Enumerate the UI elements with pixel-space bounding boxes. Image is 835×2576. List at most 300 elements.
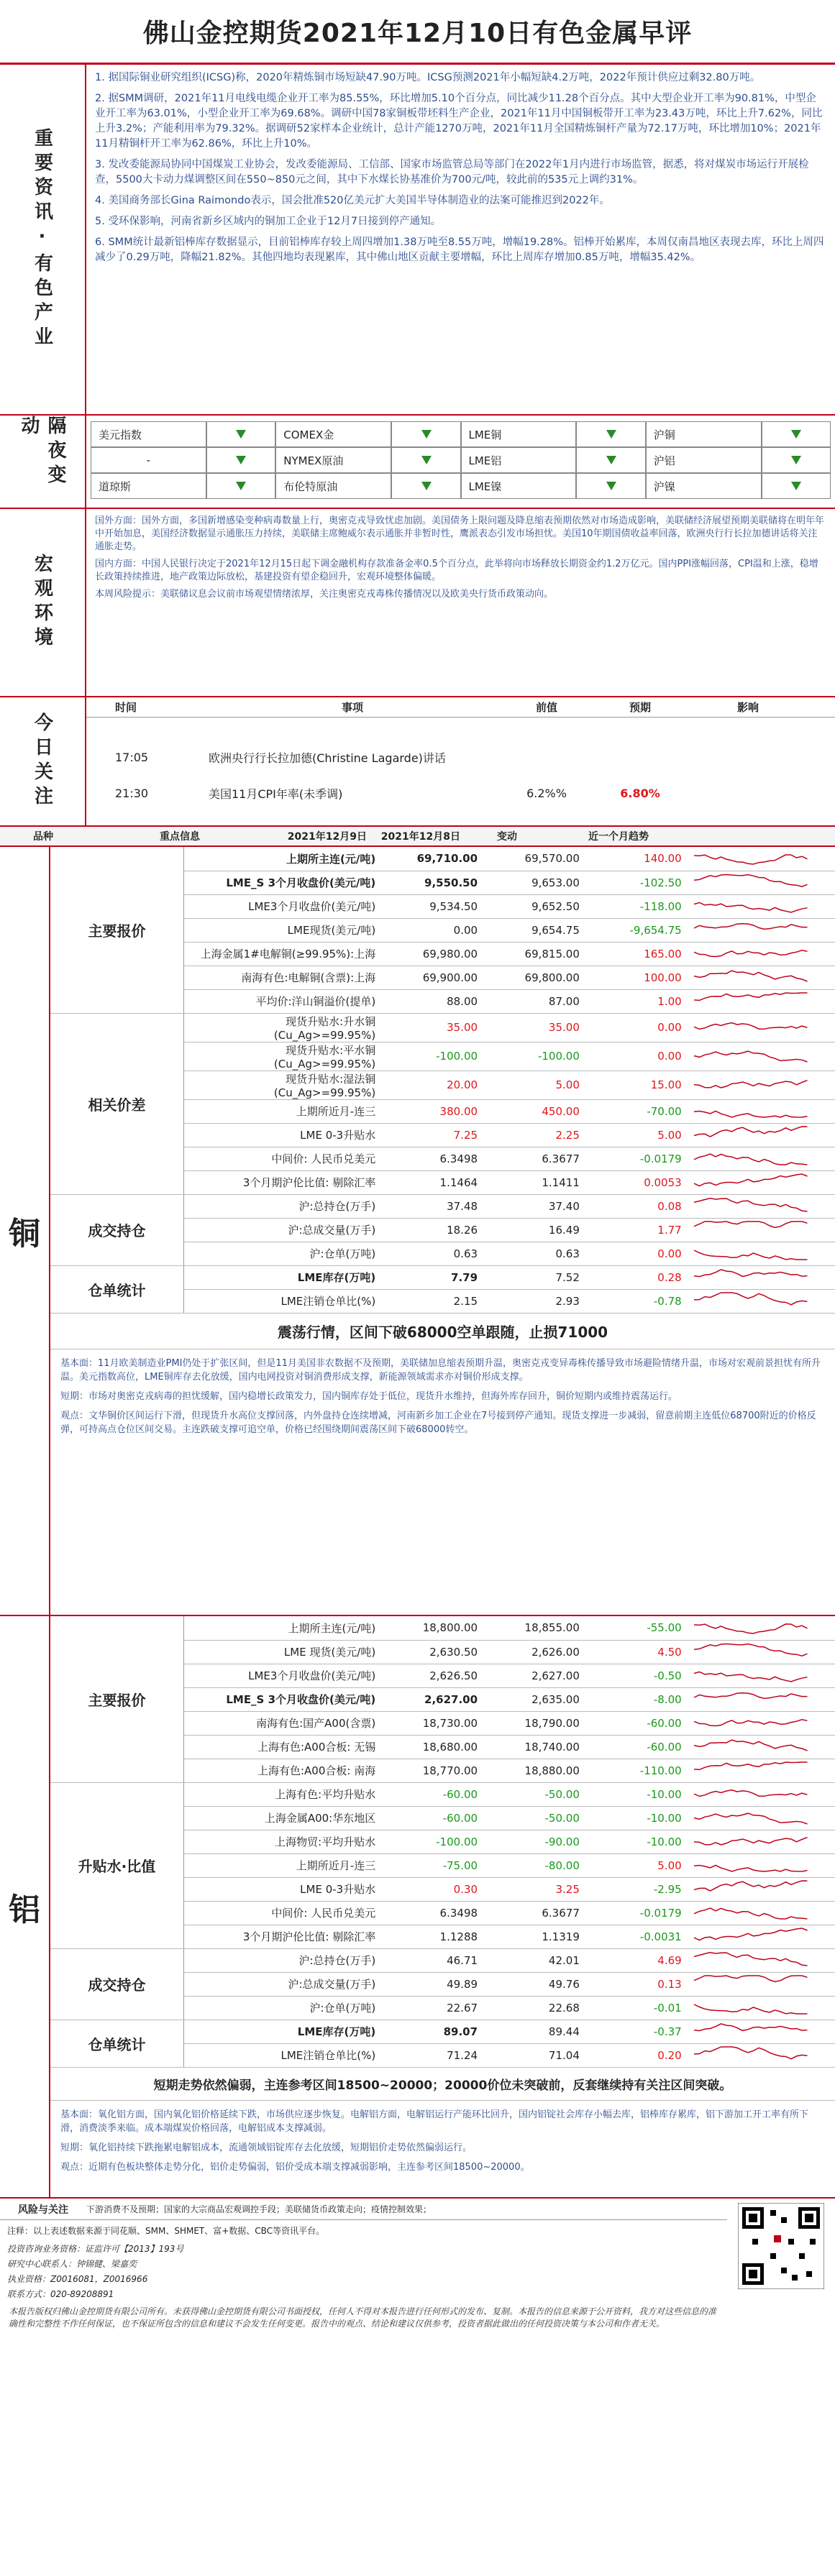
sparkline-chart	[690, 1045, 813, 1064]
value-change: -0.0179	[584, 1901, 686, 1925]
news-item: 1. 据国际铜业研究组织(ICSG)称，2020年精炼铜市场短缺47.90万吨。ICSG预测2021年小幅短缺4.2万吨，2022年预计供应过剩32.80万吨。	[95, 72, 761, 83]
overnight-name: LME铝	[461, 447, 577, 473]
row-name: 上期所主连(元/吨)	[183, 847, 380, 871]
value-previous: 37.40	[482, 1194, 584, 1218]
value-change: -0.01	[584, 1996, 686, 2020]
trend-sparkline	[686, 1759, 835, 1782]
value-change: -10.00	[584, 1806, 686, 1830]
macro-paragraph: 国外方面：国外方面，多国新增感染变种病毒数量上行，奥密克戎导致忧虑加剧。美国债务上限问题及降息缩表预期依然对市场造成影响，美联储经济展望预期美联储将在明年年中开始加息，美国经济数据显示通胀压力持续，美联储主席鲍威尔表示通胀并非暂时性，鹰派表态引发市场担忧。美国10年期国债收益率回落，欧洲央行行长拉加德讲话将关注通胀走势。	[95, 515, 825, 552]
overnight-change	[391, 421, 460, 447]
sparkline-chart	[690, 1243, 813, 1262]
value-current: 2,630.50	[380, 1640, 482, 1664]
value-previous: 6.3677	[482, 1901, 584, 1925]
value-change: -70.00	[584, 1099, 686, 1123]
events-header: 前值	[535, 701, 557, 714]
events-header: 影响	[736, 701, 759, 714]
sparkline-chart	[690, 1101, 813, 1119]
value-change: -0.0031	[584, 1925, 686, 1948]
table-header: 品种	[33, 831, 53, 843]
overnight-name: 道琼斯	[91, 473, 206, 499]
cert: 执业资格：Z0016081，Z0016966	[7, 2274, 148, 2284]
trend-sparkline	[686, 1901, 835, 1925]
sparkline-chart	[690, 896, 813, 915]
overnight-change	[576, 421, 645, 447]
down-triangle-icon	[236, 456, 246, 464]
trend-sparkline	[686, 871, 835, 894]
group-label: 升贴水·比值	[50, 1782, 183, 1948]
row-name: 南海有色:电解铜(含票):上海	[183, 966, 380, 989]
news-content	[86, 65, 835, 414]
value-previous: 69,815.00	[482, 942, 584, 966]
news-item: 2. 据SMM调研，2021年11月电线电缆企业开工率为85.55%，环比增加5.10个百分点，同比减少11.28个百分点。其中大型企业开工率为90.81%，中型企业开工率为63.01%，小型企业开工率为69.68%。调研中国78家铜板带坯料生产企业，2021年11月中国铜板带开工率为23.43万吨，环比上升7.62%，同比上升3.2%；产能利用率为79.32%。据调研52家样本企业统计，总计产能1270万吨，2021年11月全国精炼铜杆产量为72.17万吨，环比增加10%；2021年11月精铜杆开工率为62.86%，环比上升10%。	[95, 93, 823, 150]
row-name: 上期所主连(元/吨)	[183, 1616, 380, 1640]
news-section	[0, 65, 835, 416]
trend-sparkline	[686, 1042, 835, 1071]
value-current: 89.07	[380, 2020, 482, 2043]
value-current: 46.71	[380, 1948, 482, 1972]
trend-sparkline	[686, 894, 835, 918]
value-previous: 5.00	[482, 1071, 584, 1099]
events-header-row	[86, 697, 835, 718]
value-current: -60.00	[380, 1806, 482, 1830]
sparkline-chart	[690, 1291, 813, 1309]
value-change: 0.08	[584, 1194, 686, 1218]
row-name: 3个月期沪伦比值: 剔除汇率	[183, 1925, 380, 1948]
value-previous: -90.00	[482, 1830, 584, 1853]
copper-conclusion: 震荡行情，区间下破68000空单跟随，止损71000	[277, 1323, 608, 1341]
value-current: 0.30	[380, 1877, 482, 1901]
sparkline-chart	[690, 1713, 813, 1731]
trend-sparkline	[686, 2020, 835, 2043]
news-item: 6. SMM统计最新铝棒库存数据显示，目前铝棒库存较上周四增加1.38万吨至8.55万吨，增幅19.28%。铝棒开始累库，本周仅南昌地区表现去库，环比上周四减少了0.29万吨，降幅21.82%。其他四地均表现累库，其中佛山地区贡献主要增幅，环比上周库存增加0.85万吨，增幅35.42%。	[95, 237, 824, 263]
down-triangle-icon	[606, 456, 616, 464]
value-change: 5.00	[584, 1853, 686, 1877]
value-change: 0.00	[584, 1042, 686, 1071]
value-change: 0.00	[584, 1242, 686, 1265]
down-triangle-icon	[606, 482, 616, 490]
value-current: 0.63	[380, 1242, 482, 1265]
value-change: 4.69	[584, 1948, 686, 1972]
overnight-name: LME铜	[461, 421, 577, 447]
value-previous: 6.3677	[482, 1147, 584, 1170]
trend-sparkline	[686, 1782, 835, 1806]
sparkline-chart	[690, 943, 813, 962]
table-row	[50, 1265, 835, 1289]
group-label: 仓单统计	[50, 1265, 183, 1313]
table-header: 2021年12月9日	[287, 831, 367, 843]
sparkline-chart	[690, 1172, 813, 1191]
value-change: 0.00	[584, 1013, 686, 1042]
value-previous: 7.52	[482, 1265, 584, 1289]
sparkline-chart	[690, 872, 813, 891]
macro-content	[86, 509, 835, 696]
sparkline-chart	[690, 2045, 813, 2063]
value-previous: -80.00	[482, 1853, 584, 1877]
value-previous: 42.01	[482, 1948, 584, 1972]
value-current: 88.00	[380, 989, 482, 1013]
row-name: LME 0-3升贴水	[183, 1123, 380, 1147]
value-current: 1.1464	[380, 1170, 482, 1194]
value-previous: 18,740.00	[482, 1735, 584, 1759]
value-previous: 9,653.00	[482, 871, 584, 894]
trend-sparkline	[686, 942, 835, 966]
row-name: LME3个月收盘价(美元/吨)	[183, 894, 380, 918]
trend-sparkline	[686, 847, 835, 871]
sparkline-chart	[690, 1017, 813, 1035]
aluminum-label: 铝	[9, 1892, 40, 1928]
value-current: 37.48	[380, 1194, 482, 1218]
row-name: 沪:总成交量(万手)	[183, 1218, 380, 1242]
value-current: 7.25	[380, 1123, 482, 1147]
sparkline-chart	[690, 1902, 813, 1921]
license: 投资咨询业务资格：证监许可【2013】193号	[7, 2244, 184, 2254]
overnight-name: NYMEX原油	[275, 447, 391, 473]
trend-sparkline	[686, 1664, 835, 1687]
value-change: -0.50	[584, 1664, 686, 1687]
macro-paragraph: 本周风险提示：美联储议息会议前市场观望情绪浓厚，关注奥密克戎毒株传播情况以及欧美央行货币政策动向。	[95, 589, 554, 600]
trend-sparkline	[686, 1853, 835, 1877]
row-name: 沪:总持仓(万手)	[183, 1948, 380, 1972]
row-name: 沪:总成交量(万手)	[183, 1972, 380, 1996]
aluminum-analysis	[50, 2100, 835, 2187]
down-triangle-icon	[421, 482, 432, 490]
row-name: 现货升贴水:平水铜(Cu_Ag>=99.95%)	[183, 1042, 380, 1071]
aluminum-analysis-para: 短期：氧化铝持续下跌拖累电解铝成本，流通领域铝锭库存去化放缓，短期铝价走势依然偏弱运行。	[60, 2142, 473, 2153]
aluminum-analysis-para: 基本面：氧化铝方面，国内氧化铝价格延续下跌，市场供应逐步恢复。电解铝方面，电解铝运行产能环比回升，国内铝锭社会库存小幅去库，铝棒库存累库，铝下游加工开工率有所下滑，消费淡季来临。成本端煤炭价格回落，电解铝成本支撑减弱。	[60, 2109, 809, 2134]
sparkline-chart	[690, 1219, 813, 1238]
phone: 联系方式：020-89208891	[7, 2289, 114, 2299]
value-previous: -100.00	[482, 1042, 584, 1071]
group-label: 主要报价	[50, 847, 183, 1013]
value-previous: 35.00	[482, 1013, 584, 1042]
table-row	[50, 1948, 835, 1972]
trend-sparkline	[686, 1123, 835, 1147]
event-prev: 6.2%%	[526, 786, 567, 800]
sparkline-chart	[690, 1148, 813, 1167]
overnight-name: 沪铝	[646, 447, 762, 473]
qr-code-icon	[738, 2203, 824, 2289]
value-change: -0.0179	[584, 1147, 686, 1170]
sparkline-chart	[690, 1950, 813, 1968]
value-change: 165.00	[584, 942, 686, 966]
event-item: 美国11月CPI年率(未季调)	[209, 787, 343, 801]
aluminum-conclusion: 短期走势依然偏弱，主连参考区间18500~20000；20000价位未突破前，反套继续持有关注区间突破。	[153, 2078, 732, 2093]
row-name: LME3个月收盘价(美元/吨)	[183, 1664, 380, 1687]
event-time: 17:05	[115, 750, 149, 764]
value-change: 0.0053	[584, 1170, 686, 1194]
value-change: -2.95	[584, 1877, 686, 1901]
report-title: 佛山金控期货2021年12月10日有色金属早评	[0, 0, 835, 65]
value-previous: 2,627.00	[482, 1664, 584, 1687]
macro-section	[0, 509, 835, 697]
event-row	[86, 775, 835, 811]
value-change: 1.00	[584, 989, 686, 1013]
value-previous: -50.00	[482, 1782, 584, 1806]
value-previous: 69,570.00	[482, 847, 584, 871]
value-current: 18,730.00	[380, 1711, 482, 1735]
value-previous: 18,790.00	[482, 1711, 584, 1735]
value-change: 0.28	[584, 1265, 686, 1289]
row-name: 平均价:洋山铜溢价(提单)	[183, 989, 380, 1013]
sparkline-chart	[690, 1736, 813, 1755]
aluminum-section	[0, 1616, 835, 2199]
sparkline-chart	[690, 1196, 813, 1214]
value-change: -8.00	[584, 1687, 686, 1711]
value-current: 49.89	[380, 1972, 482, 1996]
overnight-name: COMEX金	[275, 421, 391, 447]
copper-analysis-para: 观点：文华铜价区间运行下滑，但现货升水高位支撑回落，内外盘持仓连续增减，河南新乡加工企业在7号接到停产通知。现货支撑进一步减弱，留意前期主连低位68700附近的价格反弹，可持高点仓位区间交易。主连跌破支撑可追空单，价格已经围绕期间震荡区间下破68000转空。	[60, 1410, 816, 1435]
event-row	[86, 739, 835, 775]
overnight-change	[762, 447, 831, 473]
value-current: 20.00	[380, 1071, 482, 1099]
value-change: -10.00	[584, 1782, 686, 1806]
value-change: -102.50	[584, 871, 686, 894]
row-name: 上期所近月-连三	[183, 1099, 380, 1123]
overnight-sidebar	[0, 416, 86, 508]
row-name: 上海金属A00:华东地区	[183, 1806, 380, 1830]
table-header: 2021年12月8日	[380, 831, 460, 843]
sparkline-chart	[690, 1124, 813, 1143]
group-label: 仓单统计	[50, 2020, 183, 2067]
value-previous: 22.68	[482, 1996, 584, 2020]
trend-sparkline	[686, 1687, 835, 1711]
overnight-change	[391, 447, 460, 473]
trend-sparkline	[686, 966, 835, 989]
trend-sparkline	[686, 1996, 835, 2020]
news-sidebar	[0, 65, 86, 414]
news-item: 3. 发改委能源局协同中国煤炭工业协会，发改委能源局、工信部、国家市场监管总局等部门在2022年1月内进行市场监管，据悉，将对煤炭市场运行开展检查，5500大卡动力煤调整区间在550~850元之间，其中下水煤长协基准价为700元/吨，较此前的535元上调约31%。	[95, 159, 809, 185]
news-label: 重要资讯·有色产业	[31, 128, 53, 351]
table-row	[50, 1782, 835, 1806]
value-change: -9,654.75	[584, 918, 686, 942]
trend-sparkline	[686, 1925, 835, 1948]
value-previous: 18,880.00	[482, 1759, 584, 1782]
group-label: 成交持仓	[50, 1948, 183, 2020]
overnight-name: 美元指数	[91, 421, 206, 447]
down-triangle-icon	[791, 482, 801, 490]
overnight-change	[391, 473, 460, 499]
value-current: 18.26	[380, 1218, 482, 1242]
trend-sparkline	[686, 1711, 835, 1735]
sparkline-chart	[690, 1689, 813, 1708]
value-current: 2.15	[380, 1289, 482, 1313]
event-time: 21:30	[115, 786, 149, 800]
sparkline-chart	[690, 967, 813, 986]
table-row	[50, 847, 835, 871]
overnight-label: 隔夜变动	[18, 416, 66, 489]
value-previous: 87.00	[482, 989, 584, 1013]
row-name: LME注销仓单比(%)	[183, 1289, 380, 1313]
value-previous: 49.76	[482, 1972, 584, 1996]
value-current: -100.00	[380, 1830, 482, 1853]
copper-sidebar	[0, 847, 50, 1615]
value-current: 2,626.50	[380, 1664, 482, 1687]
value-change: -0.78	[584, 1289, 686, 1313]
value-change: -60.00	[584, 1711, 686, 1735]
trend-sparkline	[686, 1013, 835, 1042]
table-row	[50, 1194, 835, 1218]
row-name: 沪:总持仓(万手)	[183, 1194, 380, 1218]
overnight-change	[576, 447, 645, 473]
value-current: 0.00	[380, 918, 482, 942]
news-item: 4. 美国商务部长Gina Raimondo表示，国会批准520亿美元扩大美国半导体制造业的法案可能推迟到2022年。	[95, 195, 610, 206]
value-change: -118.00	[584, 894, 686, 918]
value-current: 18,770.00	[380, 1759, 482, 1782]
trend-sparkline	[686, 1265, 835, 1289]
overnight-name: 沪铜	[646, 421, 762, 447]
down-triangle-icon	[236, 482, 246, 490]
sparkline-chart	[690, 1617, 813, 1636]
events-label: 今日关注	[31, 712, 53, 810]
value-current: 6.3498	[380, 1147, 482, 1170]
value-previous: 2.25	[482, 1123, 584, 1147]
table-row	[50, 2020, 835, 2043]
risk-text: 下游消费不及预期；国家的大宗商品宏观调控手段；美联储货币政策走向；疫情控制效果；	[86, 2204, 432, 2214]
copper-table	[50, 847, 835, 1314]
value-current: 7.79	[380, 1265, 482, 1289]
group-label: 主要报价	[50, 1616, 183, 1782]
trend-sparkline	[686, 2043, 835, 2067]
overnight-name: 布伦特原油	[275, 473, 391, 499]
events-header: 事项	[341, 701, 363, 714]
value-current: 9,534.50	[380, 894, 482, 918]
copper-section	[0, 847, 835, 1616]
value-current: 35.00	[380, 1013, 482, 1042]
overnight-name: 沪镍	[646, 473, 762, 499]
value-previous: 89.44	[482, 2020, 584, 2043]
overnight-change	[206, 421, 275, 447]
value-previous: 450.00	[482, 1099, 584, 1123]
events-header: 时间	[115, 701, 137, 714]
value-change: 1.77	[584, 1218, 686, 1242]
sparkline-chart	[690, 1665, 813, 1684]
row-name: LME库存(万吨)	[183, 2020, 380, 2043]
trend-sparkline	[686, 1735, 835, 1759]
sparkline-chart	[690, 2021, 813, 2040]
table-header: 变动	[497, 831, 517, 843]
value-previous: 2,626.00	[482, 1640, 584, 1664]
event-item: 欧洲央行行长拉加德(Christine Lagarde)讲话	[209, 751, 446, 765]
macro-sidebar	[0, 509, 86, 696]
source-note: 注释：以上表述数据来源于同花顺、SMM、SHMET、富+数据、CBC等资讯平台。	[7, 2226, 325, 2236]
value-change: 15.00	[584, 1071, 686, 1099]
row-name: LME库存(万吨)	[183, 1265, 380, 1289]
row-name: 中间价: 人民币兑美元	[183, 1147, 380, 1170]
value-previous: -50.00	[482, 1806, 584, 1830]
sparkline-chart	[690, 1267, 813, 1285]
value-change: 0.13	[584, 1972, 686, 1996]
down-triangle-icon	[421, 430, 432, 439]
sparkline-chart	[690, 1997, 813, 2016]
value-current: 380.00	[380, 1099, 482, 1123]
copper-analysis	[50, 1349, 835, 1449]
trend-sparkline	[686, 1071, 835, 1099]
value-previous: 2.93	[482, 1289, 584, 1313]
value-current: 22.67	[380, 1996, 482, 2020]
value-change: -60.00	[584, 1735, 686, 1759]
group-label: 相关价差	[50, 1013, 183, 1194]
row-name: 上海物贸:平均升贴水	[183, 1830, 380, 1853]
row-name: LME 0-3升贴水	[183, 1877, 380, 1901]
trend-sparkline	[686, 1806, 835, 1830]
macro-paragraph: 国内方面：中国人民银行决定于2021年12月15日起下调金融机构存款准备金率0.5个百分点，此举将向市场释放长期资金约1.2万亿元。国内PPI涨幅回落，CPI温和上涨，稳增长政策持续推进，地产政策边际放松，基建投资有望企稳回升，宏观环境整体偏暖。	[95, 559, 818, 582]
row-name: 上海有色:A00合板: 南海	[183, 1759, 380, 1782]
analyst: 研究中心联系人：钟锦健、梁嘉奕	[7, 2259, 137, 2269]
row-name: 沪:仓单(万吨)	[183, 1996, 380, 2020]
overnight-grid	[91, 421, 831, 499]
row-name: 沪:仓单(万吨)	[183, 1242, 380, 1265]
value-current: 18,680.00	[380, 1735, 482, 1759]
trend-sparkline	[686, 989, 835, 1013]
trend-sparkline	[686, 1948, 835, 1972]
sparkline-chart	[690, 1855, 813, 1874]
down-triangle-icon	[791, 430, 801, 439]
trend-sparkline	[686, 1099, 835, 1123]
value-current: 69,980.00	[380, 942, 482, 966]
news-item: 5. 受环保影响，河南省新乡区域内的铜加工企业于12月7日接到停产通知。	[95, 216, 442, 227]
table-row	[50, 1013, 835, 1042]
row-name: 南海有色:国产A00(含票)	[183, 1711, 380, 1735]
trend-sparkline	[686, 1830, 835, 1853]
row-name: 3个月期沪伦比值: 剔除汇率	[183, 1170, 380, 1194]
value-current: 9,550.50	[380, 871, 482, 894]
table-header-row	[0, 827, 835, 847]
value-change: 100.00	[584, 966, 686, 989]
row-name: 上期所近月-连三	[183, 1853, 380, 1877]
trend-sparkline	[686, 1194, 835, 1218]
row-name: 上海金属1#电解铜(≥99.95%):上海	[183, 942, 380, 966]
trend-sparkline	[686, 1147, 835, 1170]
sparkline-chart	[690, 848, 813, 866]
sparkline-chart	[690, 1760, 813, 1779]
value-previous: 1.1319	[482, 1925, 584, 1948]
value-current: -60.00	[380, 1782, 482, 1806]
down-triangle-icon	[791, 456, 801, 464]
trend-sparkline	[686, 1170, 835, 1194]
value-current: -100.00	[380, 1042, 482, 1071]
overnight-change	[762, 473, 831, 499]
value-change: -110.00	[584, 1759, 686, 1782]
sparkline-chart	[690, 920, 813, 938]
trend-sparkline	[686, 1289, 835, 1313]
trend-sparkline	[686, 1877, 835, 1901]
table-header: 近一个月趋势	[588, 831, 649, 843]
value-change: 5.00	[584, 1123, 686, 1147]
copper-analysis-para: 基本面：11月欧美制造业PMI仍处于扩张区间，但是11月美国非农数据不及预期，美联储加息缩表预期升温，奥密克戎变异毒株传播导致市场避险情绪升温，市场对宏观前景担忧有所升温。美元指数高位，LME铜库存去化放缓，国内电网投资对铜消费形成支撑，新能源领域需求亦对铜价形成支撑。	[60, 1357, 821, 1383]
trend-sparkline	[686, 1616, 835, 1640]
copper-analysis-para: 短期：市场对奥密克戎病毒的担忧缓解，国内稳增长政策发力，国内铜库存处于低位，现货升水维持，但海外库存回升，铜价短期内或维持震荡运行。	[60, 1390, 678, 1402]
row-name: LME 现货(美元/吨)	[183, 1640, 380, 1664]
aluminum-sidebar	[0, 1616, 50, 2197]
sparkline-chart	[690, 1784, 813, 1802]
sparkline-chart	[690, 1074, 813, 1093]
overnight-name: -	[91, 447, 206, 473]
trend-sparkline	[686, 1218, 835, 1242]
value-previous: 9,652.50	[482, 894, 584, 918]
group-label: 成交持仓	[50, 1194, 183, 1265]
row-name: 现货升贴水:湿法铜(Cu_Ag>=99.95%)	[183, 1071, 380, 1099]
overnight-name: LME镍	[461, 473, 577, 499]
value-change: -55.00	[584, 1616, 686, 1640]
value-previous: 69,800.00	[482, 966, 584, 989]
value-previous: 18,855.00	[482, 1616, 584, 1640]
row-name: 现货升贴水:升水铜(Cu_Ag>=99.95%)	[183, 1013, 380, 1042]
table-row	[50, 1616, 835, 1640]
copper-label: 铜	[9, 1216, 40, 1252]
row-name: 中间价: 人民币兑美元	[183, 1901, 380, 1925]
value-change: 0.20	[584, 2043, 686, 2067]
value-current: 69,900.00	[380, 966, 482, 989]
